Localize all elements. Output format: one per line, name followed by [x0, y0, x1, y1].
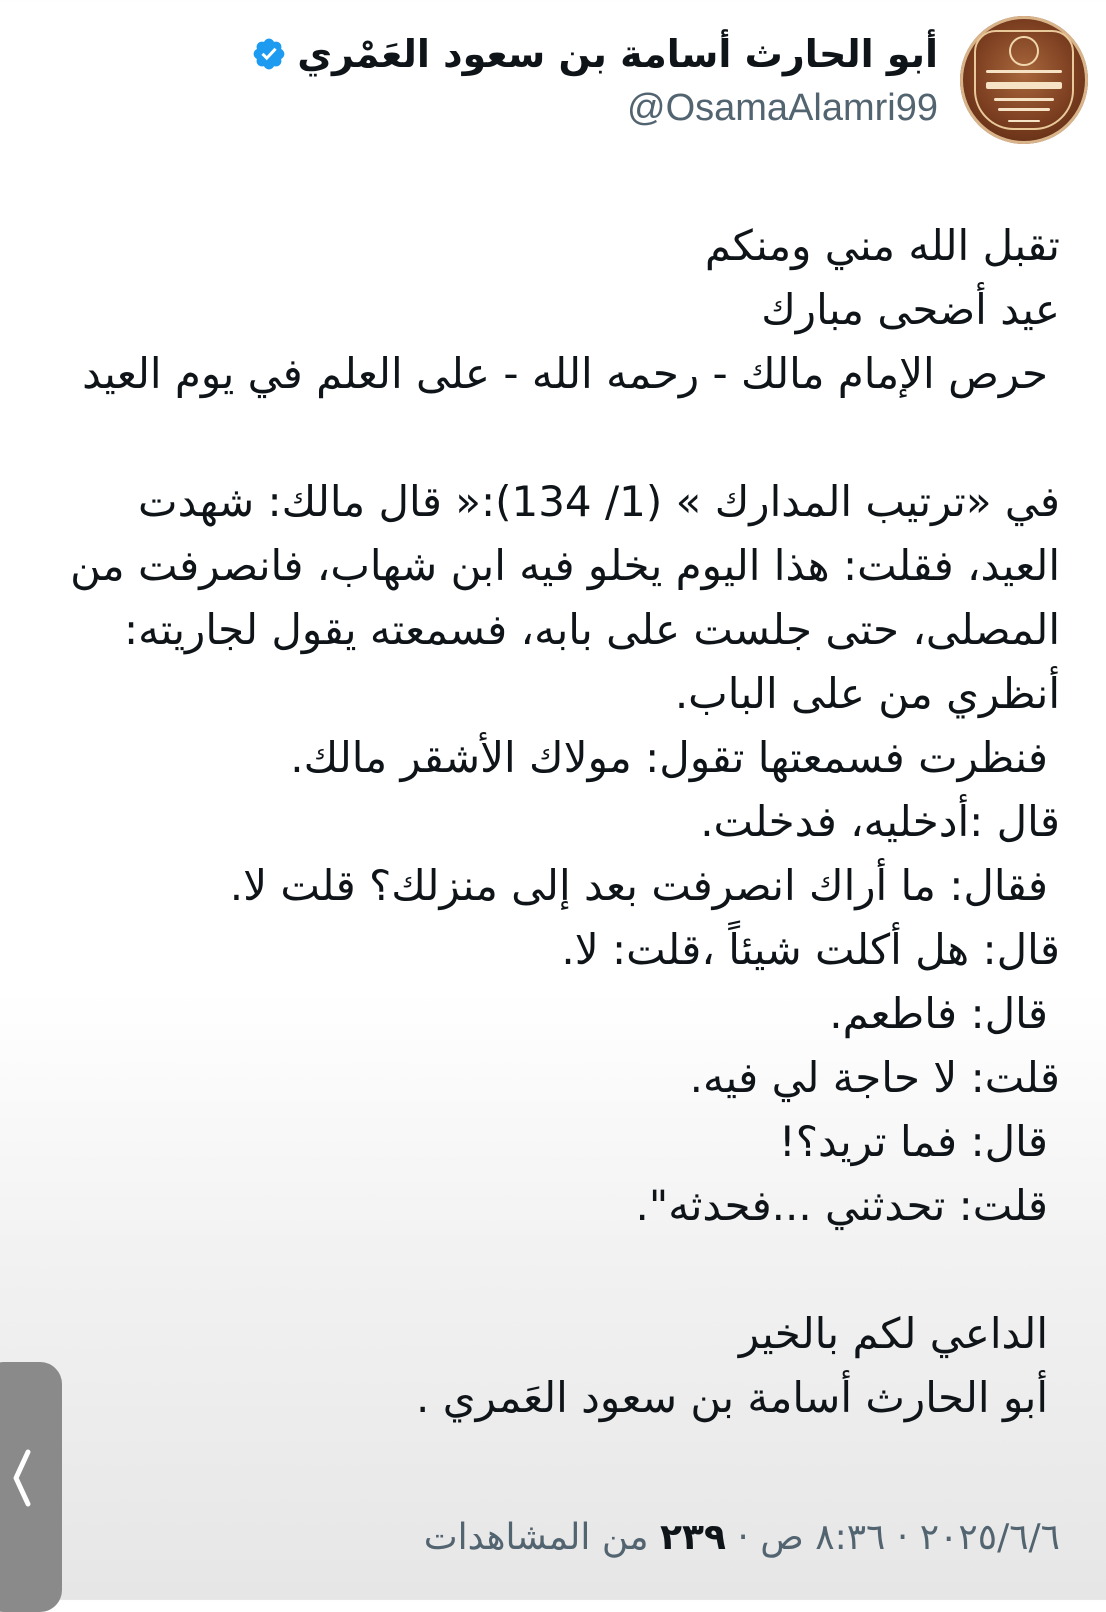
text-line: قال: فما تريد؟! — [778, 1117, 1048, 1166]
views-count: ٢٣٩ — [660, 1517, 726, 1558]
tweet-text — [20, 214, 1060, 1430]
avatar[interactable] — [960, 16, 1088, 144]
text-line: قال :أدخليه، فدخلت. — [700, 797, 1060, 846]
tweet-meta — [424, 1512, 1060, 1564]
views-label: من المشاهدات — [423, 1517, 649, 1558]
text-line: عيد أضحى مبارك — [761, 285, 1060, 334]
text-line: أنظري من على الباب. — [674, 669, 1060, 718]
display-name[interactable]: أبو الحارث أسامة بن سعود العَمْري — [297, 32, 938, 76]
chevron-left-icon — [10, 1448, 34, 1508]
text-line: تقبل الله مني ومنكم — [704, 221, 1060, 270]
text-line: في «ترتيب المدارك » (1/ 134):« قال مالك: شهدت — [138, 477, 1060, 526]
text-line: قلت: تحدثني ...فحدثه". — [635, 1181, 1048, 1230]
author-names — [251, 28, 938, 132]
user-handle[interactable]: @OsamaAlamri99 — [627, 87, 938, 129]
verified-badge-icon — [251, 36, 287, 72]
text-line: المصلى، حتى جلست على بابه، فسمعته يقول لجاريته: — [124, 605, 1060, 654]
side-panel-handle[interactable] — [0, 1362, 62, 1612]
tweet-header — [251, 14, 1088, 146]
text-line: أبو الحارث أسامة بن سعود العَمري . — [416, 1373, 1048, 1422]
text-line: العيد، فقلت: هذا اليوم يخلو فيه ابن شهاب، فانصرفت من — [70, 541, 1060, 590]
text-line: قال: هل أكلت شيئاً ،قلت: لا. — [561, 925, 1060, 974]
tweet-timestamp[interactable]: ٢٠٢٥/٦/٦ · ٨:٣٦ ص · — [737, 1517, 1060, 1558]
text-line: قلت: لا حاجة لي فيه. — [689, 1053, 1060, 1102]
text-line: فقال: ما أراك انصرفت بعد إلى منزلك؟ قلت لا. — [229, 861, 1048, 910]
text-line: حرص الإمام مالك - رحمه الله - على العلم في يوم العيد — [82, 349, 1048, 398]
text-line: قال: فاطعم. — [829, 989, 1048, 1038]
text-line: فنظرت فسمعتها تقول: مولاك الأشقر مالك. — [290, 733, 1048, 782]
text-line: الداعي لكم بالخير — [738, 1309, 1048, 1358]
